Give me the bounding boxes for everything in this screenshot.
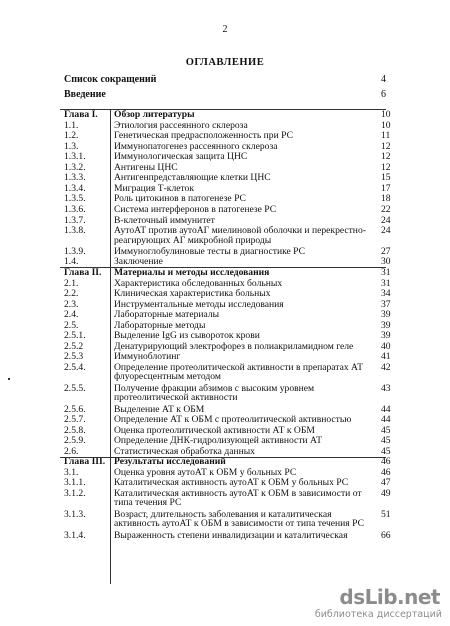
toc-page: 66 bbox=[381, 529, 391, 541]
toc-title: Материалы и методы исследования bbox=[114, 266, 270, 278]
toc-page: 39 bbox=[381, 319, 391, 331]
toc-title: Иммуноглобулиновые тесты в диагностике РС bbox=[114, 245, 306, 257]
toc-chapter-row bbox=[0, 110, 450, 121]
front-matter-page: 4 bbox=[381, 74, 386, 85]
toc-row bbox=[0, 384, 450, 405]
toc-number: 1.3. bbox=[64, 140, 79, 152]
toc-page: 45 bbox=[381, 424, 391, 436]
toc-page: 39 bbox=[381, 309, 391, 321]
toc-row bbox=[0, 531, 450, 542]
toc-page: 11 bbox=[381, 130, 391, 142]
toc-number: 1.3.8. bbox=[64, 225, 86, 237]
column-divider bbox=[110, 110, 111, 584]
toc-number: 2.6. bbox=[64, 445, 79, 457]
toc-number: 1.3.6. bbox=[64, 203, 86, 215]
toc-page: 45 bbox=[381, 435, 391, 447]
toc-number: 2.5.3 bbox=[64, 351, 84, 363]
toc-number: 2.5.9. bbox=[64, 435, 86, 447]
front-matter-page: 6 bbox=[381, 89, 386, 100]
toc-title: Оценка уровня аутоАТ к ОБМ у больных РС bbox=[114, 466, 297, 478]
toc-page: 46 bbox=[381, 466, 391, 478]
watermark-brand: dsLib.net bbox=[339, 585, 440, 609]
front-matter-title: Введение bbox=[64, 89, 106, 100]
front-matter-title: Список сокращений bbox=[64, 74, 157, 85]
toc-number: 2.5. bbox=[64, 319, 79, 331]
toc-number: 2.4. bbox=[64, 309, 79, 321]
toc-number: 2.1. bbox=[64, 277, 79, 289]
toc-title: АутоАТ против аутоАГ миелиновой оболочки и перекрестно-реагирующих АГ микробной природы bbox=[114, 225, 366, 246]
toc-title: Система интерферонов в патогенезе РС bbox=[114, 203, 277, 215]
toc-row bbox=[0, 363, 450, 384]
toc-page: 41 bbox=[381, 351, 391, 363]
toc-page: 27 bbox=[381, 245, 391, 257]
scan-speck bbox=[8, 378, 10, 380]
toc-title: Результаты исследований bbox=[114, 456, 226, 468]
toc-title: Выделение IgG из сывороток крови bbox=[114, 330, 260, 342]
toc-number: 2.5.2 bbox=[64, 340, 84, 352]
toc-number: 1.2. bbox=[64, 130, 79, 142]
toc-page: 44 bbox=[381, 414, 391, 426]
toc-page: 15 bbox=[381, 172, 391, 184]
toc-title: Заключение bbox=[114, 256, 163, 268]
toc-page: 31 bbox=[381, 277, 391, 289]
toc-title: Оценка протеолитической активности АТ к ОБМ bbox=[114, 424, 315, 436]
toc-number: 3.1.1. bbox=[64, 477, 86, 489]
toc-number: Глава III. bbox=[64, 456, 106, 468]
toc-page: 46 bbox=[381, 456, 391, 468]
toc-chapter-row bbox=[0, 268, 450, 279]
toc-page: 45 bbox=[381, 445, 391, 457]
toc-page: 18 bbox=[381, 193, 391, 205]
section-rule bbox=[60, 457, 386, 458]
toc-heading: ОГЛАВЛЕНИЕ bbox=[185, 57, 265, 68]
toc-number: Глава II. bbox=[64, 266, 102, 278]
toc-page: 24 bbox=[381, 214, 391, 226]
toc-title: Миграция Т-клеток bbox=[114, 182, 195, 194]
toc-title: Каталитическая активность аутоАТ к ОБМ у больных РС bbox=[114, 477, 349, 489]
toc-number: 3.1.3. bbox=[64, 508, 86, 520]
toc-title: Лабораторные материалы bbox=[114, 309, 220, 321]
toc-row bbox=[0, 289, 450, 300]
toc-number: 1.3.9. bbox=[64, 245, 86, 257]
toc-title: Определение АТ к ОБМ с протеолитической активностью bbox=[114, 414, 352, 426]
toc-title: Генетическая предрасположенность при РС bbox=[114, 130, 293, 142]
toc-title: Возраст, длительность заболевания и каталитическая активность аутоАТ к ОБМ в зависимости от типа течения РС bbox=[114, 508, 364, 530]
toc-title: Иммуноблотинг bbox=[114, 351, 181, 363]
toc-number: 1.4. bbox=[64, 256, 79, 268]
toc-title: Антигены ЦНС bbox=[114, 161, 178, 173]
toc-number: 2.5.1. bbox=[64, 330, 86, 342]
toc-page: 47 bbox=[381, 477, 391, 489]
toc-number: 1.3.7. bbox=[64, 214, 86, 226]
toc-page: 10 bbox=[381, 119, 391, 131]
toc-page: 34 bbox=[381, 288, 391, 300]
toc-page: 43 bbox=[381, 382, 391, 394]
toc-title: Лабораторные методы bbox=[114, 319, 206, 331]
toc-title: Роль цитокинов в патогенезе РС bbox=[114, 193, 246, 205]
toc-title: Иммунологическая защита ЦНС bbox=[114, 151, 248, 163]
toc-page: 40 bbox=[381, 340, 391, 352]
toc-title: Выраженность степени инвалидизации и каталитическая bbox=[114, 529, 348, 541]
toc-title: Этиология рассеянного склероза bbox=[114, 119, 248, 131]
toc-row bbox=[0, 489, 450, 510]
toc-row bbox=[0, 510, 450, 531]
toc-number: 2.5.5. bbox=[64, 382, 86, 394]
toc-page: 49 bbox=[381, 487, 391, 499]
toc-number: 2.5.7. bbox=[64, 414, 86, 426]
toc-number: 2.2. bbox=[64, 288, 79, 300]
toc-number: 3.1.2. bbox=[64, 487, 86, 499]
toc-title: Характеристика обследованных больных bbox=[114, 277, 283, 289]
toc-row bbox=[0, 415, 450, 426]
toc-number: 1.3.2. bbox=[64, 161, 86, 173]
toc-page: 12 bbox=[381, 140, 391, 152]
toc-row bbox=[0, 205, 450, 216]
toc-page: 51 bbox=[381, 508, 391, 520]
toc-number: 1.3.4. bbox=[64, 182, 86, 194]
toc-title: Получение фракции абзимов с высоким уровнем протеолитической активности bbox=[114, 382, 315, 404]
toc-page: 31 bbox=[381, 266, 391, 278]
toc-title: Инструментальные методы исследования bbox=[114, 298, 284, 310]
toc-title: Антигенпредставляющие клетки ЦНС bbox=[114, 172, 271, 184]
toc-number: 1.3.1. bbox=[64, 151, 86, 163]
toc-title: Иммунопатогенез рассеянного склероза bbox=[114, 140, 278, 152]
toc-page: 42 bbox=[381, 361, 391, 373]
toc-number: 1.1. bbox=[64, 119, 79, 131]
toc-row bbox=[0, 226, 450, 247]
toc-number: Глава I. bbox=[64, 109, 98, 120]
toc-page: 12 bbox=[381, 151, 391, 163]
toc-title: Денатурирующий электрофорез в полиакриламидном геле bbox=[114, 340, 354, 352]
toc-page: 12 bbox=[381, 161, 391, 173]
toc-page: 17 bbox=[381, 182, 391, 194]
page-number: 2 bbox=[222, 24, 228, 35]
toc-number: 1.3.3. bbox=[64, 172, 86, 184]
toc-page: 10 bbox=[381, 109, 391, 120]
toc-title: Статистическая обработка данных bbox=[114, 445, 255, 457]
section-rule bbox=[60, 267, 386, 268]
toc-page: 37 bbox=[381, 298, 391, 310]
toc-title: Определение протеолитической активности в препаратах АТ флуоресцентным методом bbox=[114, 361, 363, 383]
watermark bbox=[314, 583, 450, 626]
toc-number: 3.1.4. bbox=[64, 529, 86, 541]
toc-title: Выделение АТ к ОБМ bbox=[114, 403, 205, 415]
toc-title: Определение ДНК-гидролизующей активности АТ bbox=[114, 435, 322, 447]
toc-page: 22 bbox=[381, 203, 391, 215]
toc-number: 2.5.8. bbox=[64, 424, 86, 436]
toc-title: В-клеточный иммунитет bbox=[114, 214, 215, 226]
toc-number: 2.3. bbox=[64, 298, 79, 310]
toc-page: 39 bbox=[381, 330, 391, 342]
toc-number: 3.1. bbox=[64, 466, 79, 478]
toc-number: 1.3.5. bbox=[64, 193, 86, 205]
toc-page: 24 bbox=[381, 225, 391, 237]
toc-number: 2.5.6. bbox=[64, 403, 86, 415]
toc-title: Каталитическая активность аутоАТ к ОБМ в зависимости от типа течения РС bbox=[114, 487, 362, 509]
toc-title: Клиническая характеристика больных bbox=[114, 288, 271, 300]
watermark-tagline: библиотека диссертаций bbox=[314, 609, 442, 620]
toc-page: 44 bbox=[381, 403, 391, 415]
toc-page: 30 bbox=[381, 256, 391, 268]
toc-number: 2.5.4. bbox=[64, 361, 86, 373]
toc-title: Обзор литературы bbox=[114, 109, 195, 120]
